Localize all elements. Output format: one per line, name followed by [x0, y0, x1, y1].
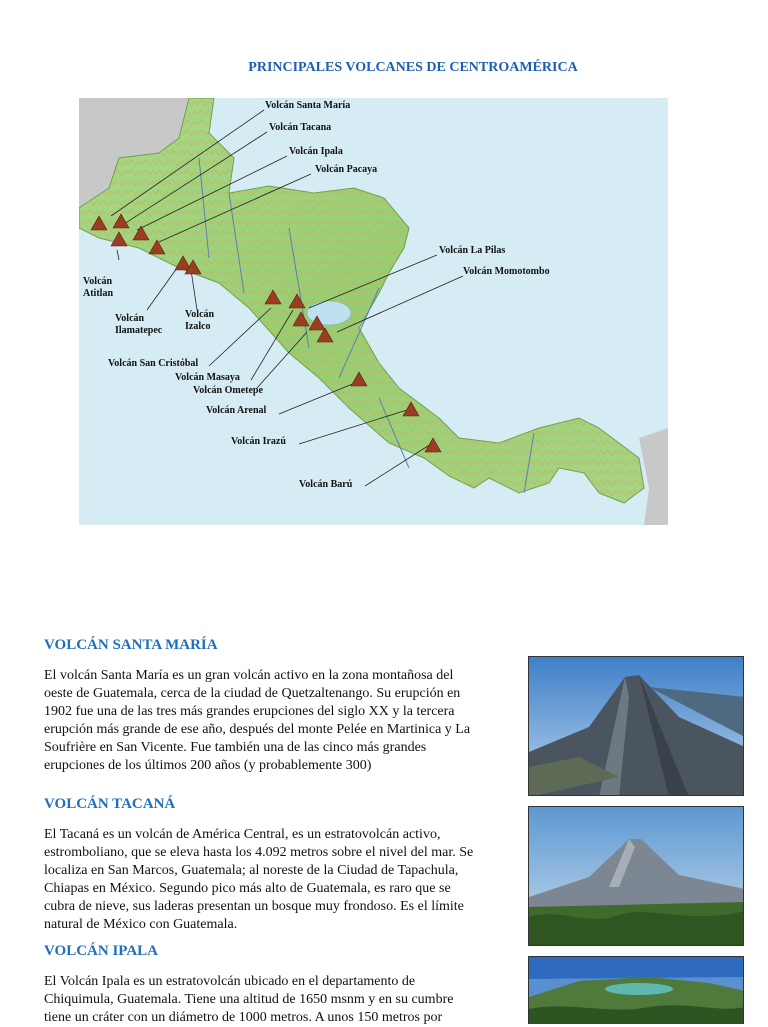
text-line: natural de México con Guatemala. — [44, 917, 238, 932]
map-label-santa-maria: Volcán Santa María — [265, 100, 351, 111]
map-label-atitlan-line1: Volcán — [83, 276, 113, 287]
section-text-tacana — [44, 826, 514, 934]
photo-santa-maria-volcano — [528, 656, 744, 796]
text-line: oeste de Guatemala, cerca de la ciudad de Quetzaltenango. Su erupción en — [44, 686, 461, 701]
map-label-atitlan-line2: Atitlan — [83, 288, 113, 299]
map-label-izalco-line2: Izalco — [185, 321, 211, 332]
map-label-irazu: Volcán Irazú — [231, 436, 286, 447]
map-label-ipala: Volcán Ipala — [289, 146, 343, 157]
document-title: PRINCIPALES VOLCANES DE CENTROAMÉRICA — [248, 60, 578, 75]
section-text-santa-maria — [44, 667, 514, 775]
text-line: Chiapas en México. Segundo pico más alto de Guatemala, es raro que se — [44, 881, 451, 896]
text-line: Soufrière en San Vicente. Fue también una de las cinco más grandes — [44, 740, 427, 755]
section-heading-tacana: VOLCÁN TACANÁ — [44, 796, 176, 812]
map-relief-shading — [79, 98, 644, 503]
text-line: tiene un cráter con un diámetro de 1000 metros. A unos 150 metros por — [44, 1010, 443, 1025]
text-line: El Volcán Ipala es un estratovolcán ubicado en el departamento de — [44, 974, 416, 989]
map-label-masaya: Volcán Masaya — [175, 372, 240, 383]
photo-ipala-volcano — [528, 956, 744, 1024]
map-label-momotombo: Volcán Momotombo — [463, 266, 550, 277]
central-america-volcano-map — [79, 98, 668, 525]
text-line: Chiquimula, Guatemala. Tiene una altitud de 1650 msnm y en su cumbre — [44, 992, 454, 1007]
colombia-landmass — [639, 428, 668, 525]
text-line: 1902 fue una de las tres más grandes erupciones del siglo XX y la tercera — [44, 704, 455, 719]
text-line: localiza en San Marcos, Guatemala; al noreste de la Ciudad de Tapachula, — [44, 863, 459, 878]
map-graphic — [79, 98, 668, 525]
text-line: erupción más grande de ese año, después del monte Pelée en Martinica y La — [44, 722, 471, 737]
map-label-san-cristobal: Volcán San Cristóbal — [108, 358, 199, 369]
map-label-pacaya: Volcán Pacaya — [315, 164, 378, 175]
map-label-la-pilas: Volcán La Pilas — [439, 245, 506, 256]
text-line: El volcán Santa María es un gran volcán activo en la zona montañosa del — [44, 668, 454, 683]
text-line: cubra de nieve, sus laderas presentan un bosque muy frondoso. Es el límite — [44, 899, 464, 914]
text-line: erupciones de los últimos 200 años (y probablemente 300) — [44, 758, 372, 773]
section-heading-santa-maria: VOLCÁN SANTA MARÍA — [44, 637, 218, 653]
text-line: estromboliano, que se eleva hasta los 4.092 metros sobre el nivel del mar. Se — [44, 845, 474, 860]
map-label-ilamatepec-line2: Ilamatepec — [115, 325, 163, 336]
map-label-ometepe: Volcán Ometepe — [193, 385, 263, 396]
map-label-arenal: Volcán Arenal — [206, 405, 267, 416]
map-label-izalco-line1: Volcán — [185, 309, 215, 320]
photo-tacana-volcano — [528, 806, 744, 946]
section-text-ipala — [44, 973, 514, 1027]
map-label-tacana: Volcán Tacana — [269, 122, 332, 133]
map-label-baru: Volcán Barú — [299, 479, 353, 490]
map-label-ilamatepec-line1: Volcán — [115, 313, 145, 324]
section-heading-ipala: VOLCÁN IPALA — [44, 943, 159, 959]
text-line: El Tacaná es un volcán de América Central, es un estratovolcán activo, — [44, 827, 441, 842]
